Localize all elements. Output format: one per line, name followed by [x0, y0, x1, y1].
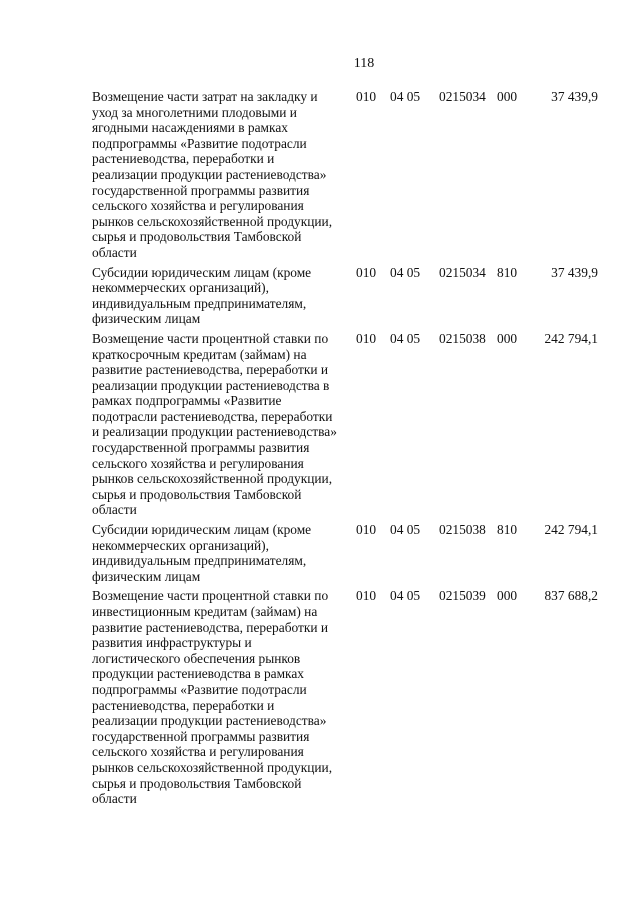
amount: 37 439,9 [551, 264, 598, 280]
section-code: 04 05 [390, 588, 421, 604]
amount: 837 688,2 [544, 588, 598, 604]
section-code: 04 05 [390, 264, 421, 280]
row-description: Субсидии юридическим лицам (кроме некоммерческих организаций), индивидуальным предпринимателям, физическим лицам [92, 264, 312, 327]
target-article-code: 0215034 [439, 89, 486, 104]
ministry-code: 010 [356, 330, 377, 346]
page-number: 118 [353, 56, 375, 71]
row-description: Возмещение части процентной ставки по инвестиционным кредитам (займам) на развитие растениеводства, переработки и развития инфраструктуры и логистического обеспечения рынков продукции растениеводства в рамках подпрограммы «Развитие подотрасли растениеводства, переработки и реализации продукции растениеводства» государственной программы развития сельского хозяйства и регулирования рынков сельскохозяйственной продукции, сырья и продовольствия Тамбовской области [92, 588, 333, 807]
section-code: 04 05 [390, 522, 421, 538]
ministry-code: 010 [356, 89, 377, 104]
row-description: Возмещение части затрат на закладку и уход за многолетними плодовыми и ягодными насаждениями в рамках подпрограммы «Развитие подотрасли растениеводства, переработки и реализации продукции растениеводства» государственной программы развития сельского хозяйства и регулирования рынков сельскохозяйственной продукции, сырья и продовольствия Тамбовской области [92, 89, 333, 260]
expense-type-code: 000 [497, 89, 518, 104]
row-description: Субсидии юридическим лицам (кроме некоммерческих организаций), индивидуальным предпринимателям, физическим лицам [92, 522, 312, 584]
target-article-code: 0215038 [439, 330, 486, 346]
expense-type-code: 810 [497, 522, 518, 538]
ministry-code: 010 [356, 264, 377, 280]
table-row [0, 331, 640, 518]
expense-type-code: 000 [497, 588, 518, 604]
table-row [0, 522, 640, 584]
section-code: 04 05 [390, 89, 421, 104]
ministry-code: 010 [356, 522, 377, 538]
expense-type-code: 000 [497, 330, 518, 346]
amount: 242 794,1 [544, 330, 598, 346]
target-article-code: 0215038 [439, 522, 486, 538]
table-row [0, 89, 640, 261]
target-article-code: 0215034 [439, 264, 486, 280]
section-code: 04 05 [390, 330, 421, 346]
row-description: Возмещение части процентной ставки по краткосрочным кредитам (займам) на развитие растениеводства, переработки и реализации продукции растениеводства в рамках подпрограммы «Развитие подотрасли растениеводства, переработки и реализации продукции растениеводства» государственной программы развития сельского хозяйства и регулирования рынков сельскохозяйственной продукции, сырья и продовольствия Тамбовской области [92, 330, 337, 518]
table-row [0, 588, 640, 806]
expense-type-code: 810 [497, 264, 518, 280]
amount: 37 439,9 [551, 89, 598, 104]
budget-table [0, 89, 640, 811]
target-article-code: 0215039 [439, 588, 486, 604]
amount: 242 794,1 [544, 522, 598, 538]
ministry-code: 010 [356, 588, 377, 604]
table-row [0, 265, 640, 327]
